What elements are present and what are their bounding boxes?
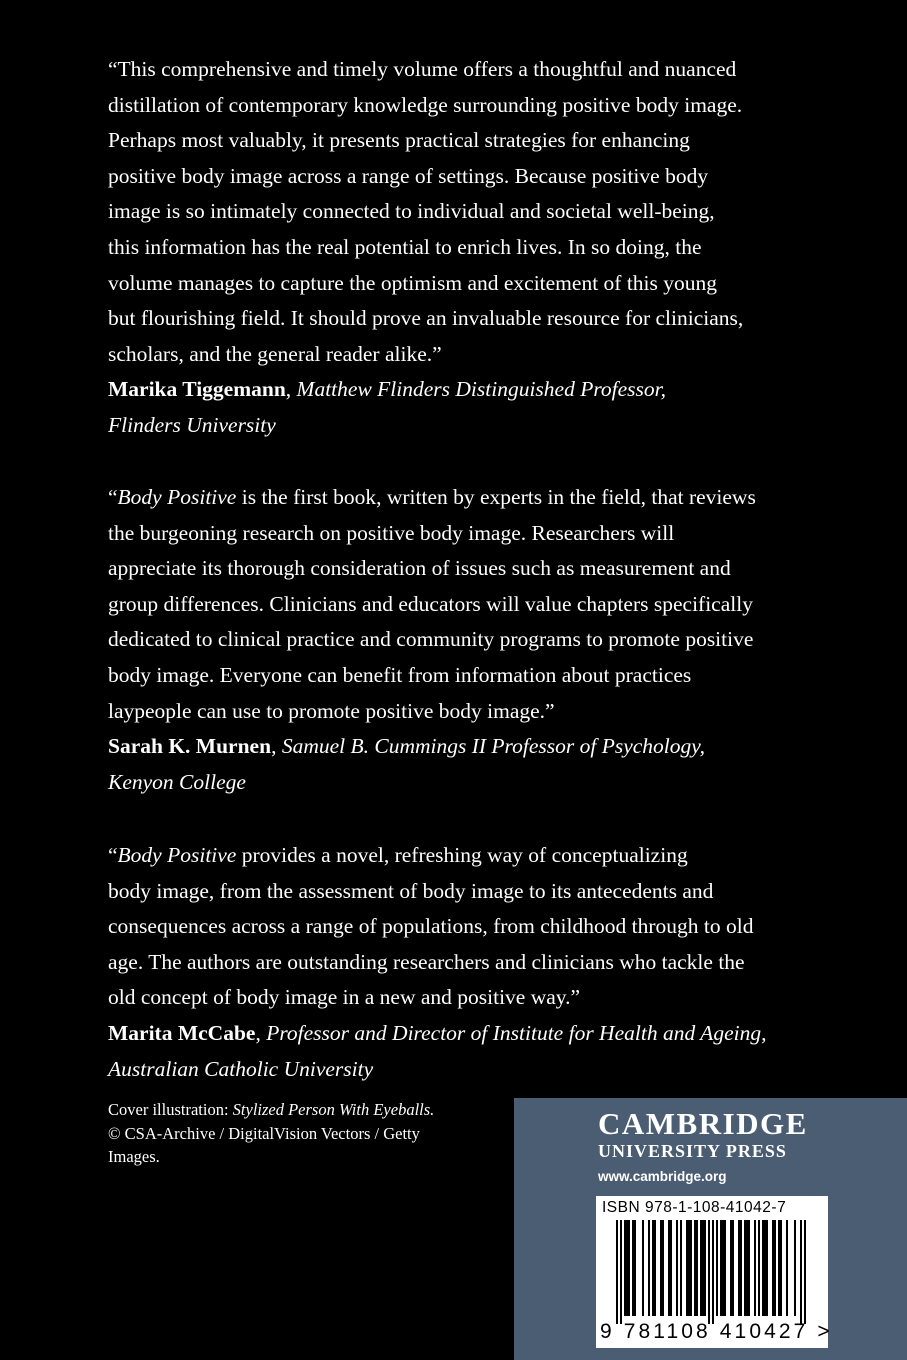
quote-first-line: provides a novel, refreshing way of conceptualizing	[236, 843, 688, 867]
barcode-bar	[800, 1220, 802, 1324]
quote-line: consequences across a range of populations, from childhood through to old	[108, 914, 754, 939]
quote-line: laypeople can use to promote positive body image.”	[108, 698, 555, 723]
barcode-bar	[628, 1220, 630, 1316]
quote-line: body image, from the assessment of body image to its antecedents and	[108, 878, 714, 903]
barcode-bar	[670, 1220, 672, 1316]
quote-line: volume manages to capture the optimism and excitement of this young	[108, 270, 718, 295]
barcode-bar	[690, 1220, 692, 1316]
barcode-bar	[642, 1220, 644, 1316]
endorsement-1	[108, 52, 808, 444]
publisher-box	[514, 1098, 907, 1360]
barcode-bar	[754, 1220, 756, 1316]
barcode-bar	[708, 1220, 710, 1324]
cover-credit	[108, 1098, 488, 1169]
quote-line: group differences. Clinicians and educators will value chapters specifically	[108, 591, 753, 616]
quote-line	[108, 838, 808, 874]
attribution	[108, 1016, 808, 1052]
quote-line: the burgeoning research on positive body image. Researchers will	[108, 520, 675, 545]
illustration-title: Stylized Person With Eyeballs.	[232, 1100, 435, 1119]
barcode-bar	[668, 1220, 670, 1316]
barcode-bar	[748, 1220, 750, 1316]
barcode-bar	[634, 1220, 636, 1316]
publisher-url: www.cambridge.org	[598, 1169, 727, 1184]
barcode-bar	[716, 1220, 718, 1316]
barcode-bar	[804, 1220, 806, 1324]
quote-line: this information has the real potential to enrich lives. In so doing, the	[108, 234, 702, 259]
barcode-bar	[746, 1220, 748, 1316]
barcode-bar	[624, 1220, 626, 1316]
quote-line: Perhaps most valuably, it presents practical strategies for enhancing	[108, 128, 690, 153]
endorsement-3	[108, 838, 808, 1087]
barcode-bar	[686, 1220, 688, 1316]
barcode-bar	[774, 1220, 776, 1316]
endorser-affiliation: Flinders University	[108, 412, 276, 437]
quote-line: body image. Everyone can benefit from information about practices	[108, 662, 692, 687]
barcode-bar	[632, 1220, 634, 1316]
publisher-subname: UNIVERSITY PRESS	[598, 1141, 787, 1161]
quote-line	[108, 480, 808, 516]
barcode-bar	[662, 1220, 664, 1316]
barcode-bar	[626, 1220, 628, 1316]
barcode-bar	[722, 1220, 724, 1316]
endorser-affiliation: Kenyon College	[108, 769, 246, 794]
barcode-bar	[766, 1220, 768, 1316]
barcode-bar	[696, 1220, 698, 1316]
attribution	[108, 729, 808, 765]
barcode-bar	[680, 1220, 682, 1316]
quote-line: dedicated to clinical practice and community programs to promote positive	[108, 627, 754, 652]
barcode-bar	[724, 1220, 726, 1316]
barcode-bar	[794, 1220, 796, 1316]
barcode-bar	[694, 1220, 696, 1316]
barcode-bar	[712, 1220, 714, 1324]
endorsement-2	[108, 480, 808, 800]
barcode-bar	[652, 1220, 654, 1316]
barcode-bar	[780, 1220, 782, 1316]
barcode-bar	[738, 1220, 740, 1316]
open-quote: “	[108, 485, 118, 509]
barcode-bar	[704, 1220, 706, 1316]
endorser-name: Sarah K. Murnen	[108, 734, 272, 759]
quote-line: distillation of contemporary knowledge surrounding positive body image.	[108, 92, 743, 117]
barcode-bar	[786, 1220, 788, 1316]
endorser-title: Matthew Flinders Distinguished Professor,	[296, 377, 667, 402]
quote-first-line: is the first book, written by experts in the field, that reviews	[236, 485, 756, 509]
attribution-separator: ,	[285, 377, 297, 402]
quote-line: but flourishing field. It should prove an invaluable resource for clinicians,	[108, 306, 744, 331]
quote-line: positive body image across a range of settings. Because positive body	[108, 163, 709, 188]
quote-line: appreciate its thorough consideration of issues such as measurement and	[108, 556, 731, 581]
endorser-title: Professor and Director of Institute for Health and Ageing,	[266, 1020, 767, 1045]
barcode-bar	[702, 1220, 704, 1316]
barcode-label	[596, 1196, 833, 1348]
quote-line: scholars, and the general reader alike.”	[108, 341, 442, 366]
barcode-bar	[688, 1220, 690, 1316]
barcode-bar	[616, 1220, 618, 1324]
credit-line	[108, 1098, 488, 1122]
attribution-separator: ,	[271, 734, 282, 759]
publisher-name: CAMBRIDGE	[598, 1106, 808, 1141]
attribution-separator: ,	[255, 1020, 267, 1045]
barcode-bar	[732, 1220, 734, 1316]
barcode-bar	[676, 1220, 678, 1316]
barcode-bar	[762, 1220, 764, 1316]
credit-line: © CSA-Archive / DigitalVision Vectors / Getty	[108, 1123, 420, 1143]
quote-line: “This comprehensive and timely volume offers a thoughtful and nuanced	[108, 57, 737, 81]
isbn-number: ISBN 978-1-108-41042-7	[602, 1199, 787, 1216]
endorser-title: Samuel B. Cummings II Professor of Psychology,	[281, 734, 705, 759]
barcode-bar	[700, 1220, 702, 1316]
book-title: Body Positive	[117, 843, 237, 867]
quote-line: image is so intimately connected to individual and societal well-being,	[108, 199, 715, 224]
barcode-bar	[730, 1220, 732, 1316]
barcode-bar	[620, 1220, 622, 1324]
credit-line: Images.	[108, 1147, 160, 1166]
barcode-bar	[740, 1220, 742, 1316]
endorser-name: Marika Tiggemann	[108, 377, 286, 402]
book-title: Body Positive	[117, 485, 237, 509]
endorser-affiliation: Australian Catholic University	[108, 1056, 374, 1081]
quote-line: age. The authors are outstanding researchers and clinicians who tackle the	[108, 949, 745, 974]
attribution	[108, 372, 808, 408]
barcode-bar	[778, 1220, 780, 1316]
barcode-bar	[758, 1220, 760, 1316]
barcode-bar	[764, 1220, 766, 1316]
barcode-bar	[772, 1220, 774, 1316]
quote-line: old concept of body image in a new and positive way.”	[108, 985, 581, 1010]
barcode-bar	[744, 1220, 746, 1316]
endorser-name: Marita McCabe	[108, 1020, 256, 1045]
barcode-bar	[660, 1220, 662, 1316]
barcode-bar	[720, 1220, 722, 1316]
barcode-bar	[654, 1220, 656, 1316]
barcode-bar	[648, 1220, 650, 1316]
barcode-digits: 9 781108 410427 >	[600, 1320, 833, 1343]
open-quote: “	[108, 843, 118, 867]
credit-label: Cover illustration:	[108, 1100, 233, 1119]
